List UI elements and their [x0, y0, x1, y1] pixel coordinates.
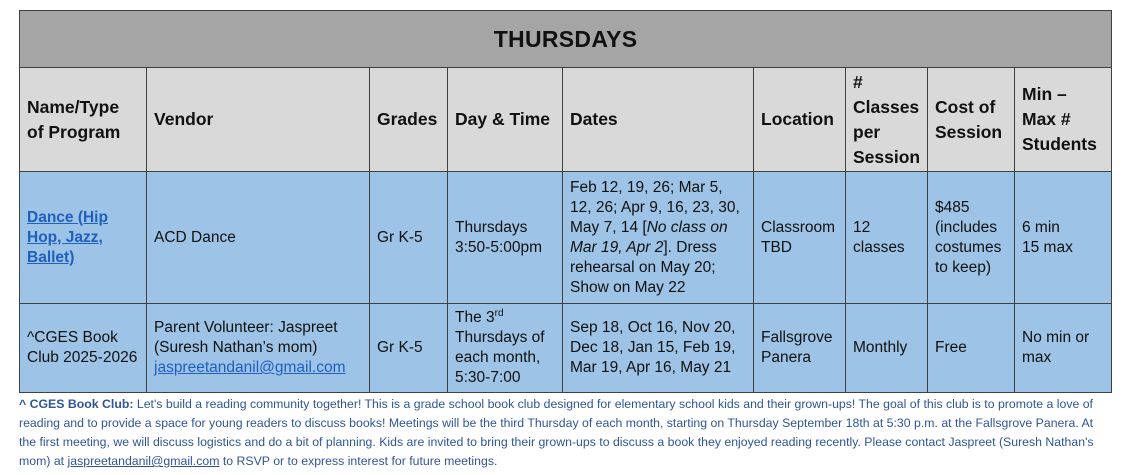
vendor-cell: ACD Dance — [147, 172, 370, 304]
min-max-cell: No min or max — [1015, 304, 1112, 393]
dates-cell: Sep 18, Oct 16, Nov 20, Dec 18, Jan 15, Feb 19, Mar 19, Apr 16, May 21 — [563, 304, 754, 393]
max-students: 15 max — [1022, 238, 1073, 256]
day-time-prefix: The 3 — [455, 309, 495, 326]
min-max-cell — [1015, 172, 1112, 304]
header-grades: Grades — [370, 68, 448, 172]
table-title: THURSDAYS — [20, 11, 1112, 68]
header-row — [20, 68, 1112, 172]
dance-program-link[interactable]: Dance (Hip Hop, Jazz, Ballet) — [27, 208, 108, 266]
grades-cell: Gr K-5 — [370, 304, 448, 393]
grades-cell: Gr K-5 — [370, 172, 448, 304]
footnote-email-link[interactable]: jaspreetandanil@gmail.com — [67, 454, 220, 468]
vendor-email-link[interactable]: jaspreetandanil@gmail.com — [154, 359, 346, 376]
table-row — [20, 304, 1112, 393]
program-name-cell: ^CGES Book Club 2025-2026 — [20, 304, 147, 393]
cost-cell: Free — [928, 304, 1015, 393]
classes-cell: Monthly — [846, 304, 928, 393]
header-cost: Cost of Session — [928, 68, 1015, 172]
day-time-cell: Thursdays 3:50-5:00pm — [448, 172, 563, 304]
vendor-contact: Parent Volunteer: Jaspreet (Suresh Nathan’s mom) — [154, 319, 338, 356]
ordinal-suffix: rd — [494, 307, 504, 319]
header-dates: Dates — [563, 68, 754, 172]
location-cell: Fallsgrove Panera — [754, 304, 846, 393]
program-name-cell — [20, 172, 147, 304]
dates-text: Feb 12, 19, 26; Mar 5, 12, 26; Apr 9, 16, 23, 30, May 7, 14 [ — [570, 178, 740, 236]
dates-no-class-note: No class on Mar 19, Apr 2 — [570, 218, 728, 256]
table-row — [20, 172, 1112, 304]
footnote-text: Let's build a reading community together! This is a grade school book club designed for elementary school kids and their grown-ups! The goal of this club is to promote a love of reading and to provide a space for young readers to discuss books! Meetings will be the third Thursday of each month, starting on Thursday September 18th at 5:30 p.m. at the Fallsgrove Panera. At the first meeting, we will discuss logistics and do a bit of planning. Kids are invited to bring their grown-ups to discuss a book they enjoyed reading recently. Please contact Jaspreet (Suresh Nathan's mom) at — [19, 397, 1094, 468]
location-cell: Classroom TBD — [754, 172, 846, 304]
book-club-footnote — [19, 395, 1111, 471]
header-min-max: Min – Max # Students — [1015, 68, 1112, 172]
header-classes-per-session: # Classes per Session — [846, 68, 928, 172]
day-time-rest: Thursdays of each month, 5:30-7:00 — [455, 329, 545, 386]
classes-cell: 12 classes — [846, 172, 928, 304]
min-students: 6 min — [1022, 218, 1060, 236]
day-time-cell — [448, 304, 563, 393]
header-location: Location — [754, 68, 846, 172]
thursday-programs-table — [19, 10, 1112, 393]
cost-cell: $485 (includes costumes to keep) — [928, 172, 1015, 304]
dates-cell — [563, 172, 754, 304]
footnote-label: ^ CGES Book Club: — [19, 397, 134, 411]
header-day-time: Day & Time — [448, 68, 563, 172]
footnote-text-end: to RSVP or to express interest for future meetings. — [219, 454, 498, 468]
header-program-name: Name/Type of Program — [20, 68, 147, 172]
dates-rehearsal-text: ]. Dress rehearsal on May 20; Show on May 22 — [570, 238, 717, 296]
header-vendor: Vendor — [147, 68, 370, 172]
vendor-cell — [147, 304, 370, 393]
